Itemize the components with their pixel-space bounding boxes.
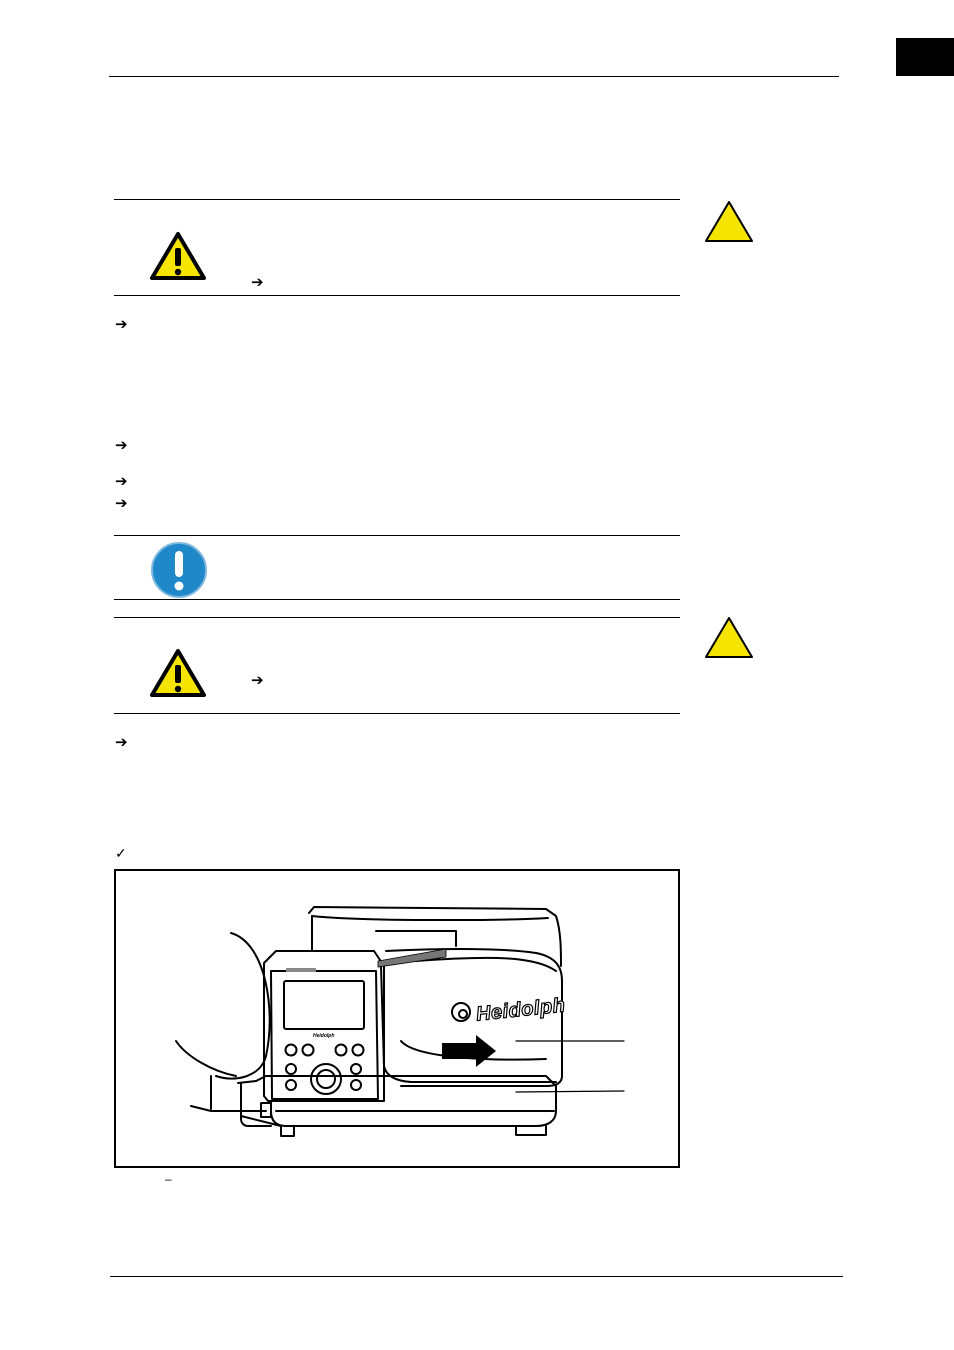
arrow-bullet: ➔ — [115, 495, 128, 512]
figure-frame — [114, 869, 680, 1168]
arrow-bullet: ➔ — [251, 274, 264, 291]
check-mark: ✓ — [115, 845, 127, 861]
warning-icon — [149, 231, 207, 281]
page-tab — [896, 38, 954, 76]
direction-arrow — [442, 1035, 496, 1067]
warning-2-bottom-rule — [114, 713, 680, 714]
margin-warning-icon — [704, 200, 754, 244]
note-top-rule — [114, 535, 680, 536]
caption-dash: – — [165, 1172, 172, 1186]
warning-2-top-rule — [114, 617, 680, 618]
warning-1-bottom-rule — [114, 295, 680, 296]
margin-warning-icon — [704, 616, 754, 660]
display-logo: Heidolph — [313, 1033, 335, 1039]
header-rule — [109, 76, 839, 77]
arrow-bullet: ➔ — [115, 316, 128, 333]
device-illustration — [116, 871, 678, 1166]
arrow-bullet: ➔ — [115, 437, 128, 454]
warning-icon — [149, 648, 207, 698]
arrow-bullet: ➔ — [251, 672, 264, 689]
device-logo: Heidolph — [475, 994, 567, 1026]
warning-1-top-rule — [114, 199, 680, 200]
note-bottom-rule — [114, 599, 680, 600]
note-icon — [150, 541, 208, 599]
arrow-bullet: ➔ — [115, 734, 128, 751]
arrow-bullet: ➔ — [115, 473, 128, 490]
footer-rule — [110, 1276, 843, 1277]
